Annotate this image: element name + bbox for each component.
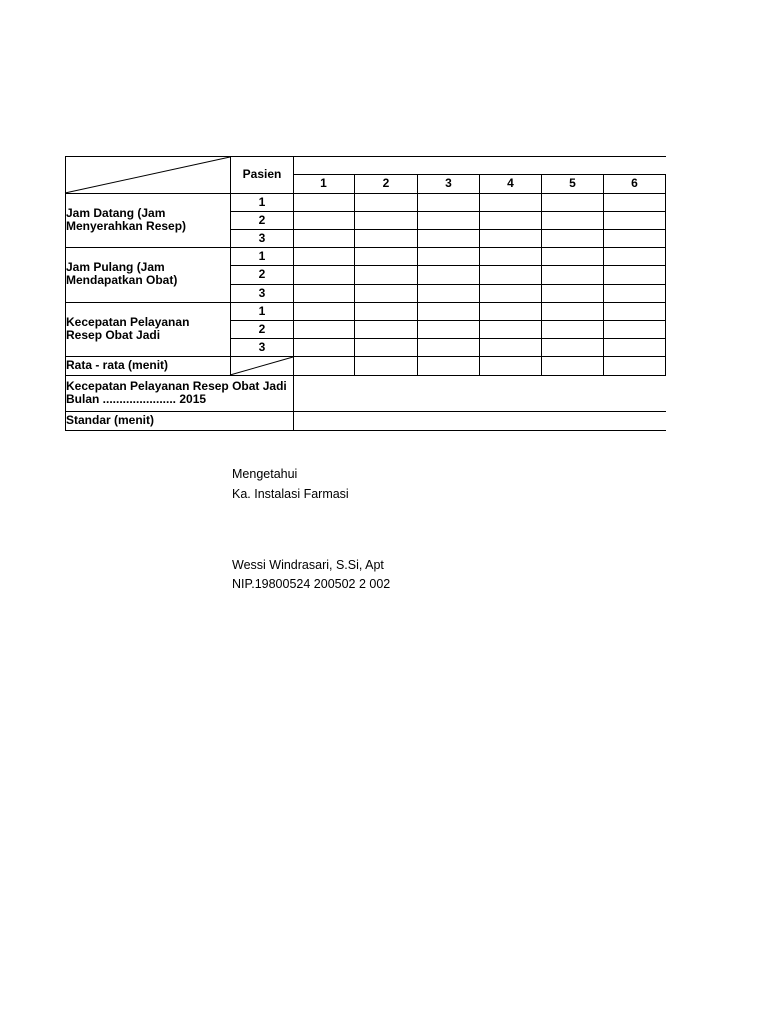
signature-title: Ka. Instalasi Farmasi xyxy=(232,487,349,501)
patient-column-header: 4 xyxy=(507,176,514,190)
row-number: 2 xyxy=(258,267,266,281)
row-number: 2 xyxy=(258,213,266,227)
section-label-kecepatan: Kecepatan Pelayanan Resep Obat Jadi xyxy=(66,315,190,342)
grid-line xyxy=(603,174,604,376)
rata-rata-diagonal xyxy=(230,356,294,376)
grid-line xyxy=(354,174,355,376)
kecepatan-bulan-label: Kecepatan Pelayanan Resep Obat Jadi Bulan ...................... 2015 xyxy=(66,379,287,406)
grid-line xyxy=(65,411,666,412)
grid-line xyxy=(665,174,666,376)
row-number: 1 xyxy=(258,249,266,263)
grid-line xyxy=(293,156,294,431)
grid-line xyxy=(65,247,666,248)
row-number: 2 xyxy=(258,322,266,336)
grid-line xyxy=(65,356,666,357)
grid-line xyxy=(230,265,666,266)
grid-line xyxy=(479,174,480,376)
signature-mengetahui: Mengetahui xyxy=(232,467,298,481)
grid-line xyxy=(230,229,666,230)
row-number: 1 xyxy=(258,195,266,209)
row-number: 3 xyxy=(258,340,266,354)
section-label-jam-datang: Jam Datang (Jam Menyerahkan Resep) xyxy=(66,206,187,233)
patient-column-header: 2 xyxy=(382,176,390,190)
signature-nip: NIP.19800524 200502 2 002 xyxy=(232,577,391,591)
header-diagonal xyxy=(65,156,231,194)
pasien-header: Pasien xyxy=(242,167,282,181)
signature-name: Wessi Windrasari, S.Si, Apt xyxy=(232,558,384,572)
row-number: 3 xyxy=(258,231,266,245)
grid-line xyxy=(230,211,666,212)
grid-line xyxy=(417,174,418,376)
rata-rata-label: Rata - rata (menit) xyxy=(66,358,169,372)
row-number: 3 xyxy=(258,286,266,300)
standar-label: Standar (menit) xyxy=(66,413,155,427)
grid-line xyxy=(541,174,542,376)
patient-column-header: 6 xyxy=(631,176,638,190)
grid-line xyxy=(65,302,666,303)
grid-line xyxy=(230,338,666,339)
patient-column-header: 5 xyxy=(569,176,576,190)
grid-line xyxy=(65,375,666,376)
grid-line xyxy=(230,284,666,285)
grid-line xyxy=(65,430,666,431)
row-number: 1 xyxy=(258,304,266,318)
grid-line xyxy=(230,320,666,321)
section-label-jam-pulang: Jam Pulang (Jam Mendapatkan Obat) xyxy=(66,260,178,287)
patient-column-header: 3 xyxy=(445,176,452,190)
patient-column-header: 1 xyxy=(320,176,327,190)
